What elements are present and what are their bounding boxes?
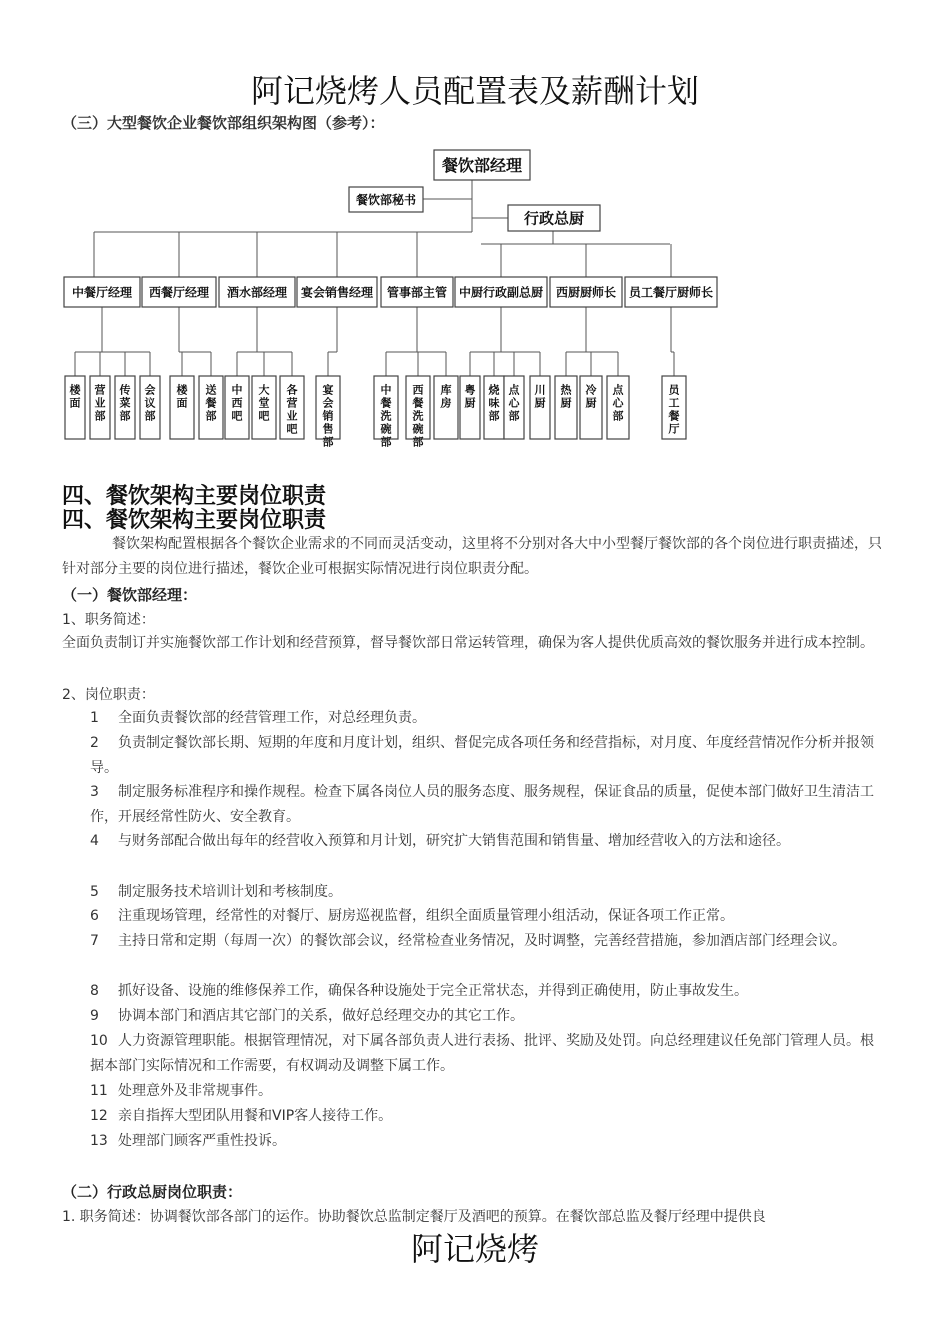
svg-text:部: 部 xyxy=(488,409,500,423)
duty-text: 负责制定餐饮部长期、短期的年度和月度计划，组织、督促完成各项任务和经营指标，对月度、年度经营情况作分析并报领导。 xyxy=(90,735,874,776)
org-leaf-box xyxy=(90,376,110,439)
svg-text:吧: 吧 xyxy=(286,422,298,436)
org-leaf-box xyxy=(252,376,276,439)
org-leaf-box xyxy=(140,376,160,439)
svg-text:心: 心 xyxy=(508,396,520,410)
duty-number: 1 xyxy=(90,710,99,726)
org-kitchen-box xyxy=(625,277,717,307)
org-leaf-box xyxy=(460,376,480,439)
svg-text:餐饮部经理: 餐饮部经理 xyxy=(441,155,523,175)
svg-text:吧: 吧 xyxy=(258,409,270,423)
svg-text:洗: 洗 xyxy=(380,409,392,423)
svg-text:楼: 楼 xyxy=(176,383,188,397)
svg-text:宴: 宴 xyxy=(322,383,334,397)
svg-text:营: 营 xyxy=(94,383,106,397)
org-manager-box xyxy=(297,277,377,307)
svg-text:会: 会 xyxy=(322,396,334,410)
duty-text: 处理部门顾客严重性投诉。 xyxy=(118,1133,286,1149)
org-leaf-box xyxy=(580,376,602,439)
svg-text:川: 川 xyxy=(534,383,546,397)
org-leaf-box xyxy=(280,376,304,439)
footer-title: 阿记烧烤 xyxy=(410,1230,539,1268)
svg-text:菜: 菜 xyxy=(119,396,131,410)
svg-text:中: 中 xyxy=(231,383,243,397)
duty-text: 协调本部门和酒店其它部门的关系，做好总经理交办的其它工作。 xyxy=(118,1008,524,1024)
svg-text:烧: 烧 xyxy=(488,383,500,397)
duty-item xyxy=(90,1029,884,1079)
svg-text:楼: 楼 xyxy=(69,383,81,397)
duty-number: 2 xyxy=(90,735,99,751)
duty-item xyxy=(90,1004,884,1029)
duty-item xyxy=(90,1129,884,1154)
svg-text:房: 房 xyxy=(440,396,452,410)
org-leaf-box xyxy=(484,376,504,439)
svg-text:销: 销 xyxy=(322,409,334,423)
svg-text:库: 库 xyxy=(440,383,452,397)
svg-text:碗: 碗 xyxy=(380,422,392,436)
duty-text: 与财务部配合做出每年的经营收入预算和月计划，研究扩大销售范围和销售量、增加经营收入的方法和途径。 xyxy=(118,833,790,849)
duty-text: 处理意外及非常规事件。 xyxy=(118,1083,272,1099)
svg-text:中餐厅经理: 中餐厅经理 xyxy=(71,285,133,300)
svg-text:员: 员 xyxy=(668,383,680,397)
svg-text:厨: 厨 xyxy=(534,396,546,410)
svg-text:管事部主管: 管事部主管 xyxy=(386,285,448,300)
svg-text:西: 西 xyxy=(412,383,424,397)
svg-text:会: 会 xyxy=(144,383,156,397)
org-leaf-box xyxy=(316,376,340,448)
duty-text: 抓好设备、设施的维修保养工作，确保各种设施处于完全正常状态，并得到正确使用，防止事故发生。 xyxy=(118,983,748,999)
org-leaf-box xyxy=(662,376,686,439)
svg-text:厨: 厨 xyxy=(464,396,476,410)
duty-number: 3 xyxy=(90,784,99,800)
duty-text: 制定服务标准程序和操作规程。检查下属各岗位人员的服务态度、服务规程，保证食品的质量，促使本部门做好卫生清洁工作，开展经常性防火、安全教育。 xyxy=(90,784,874,825)
svg-text:堂: 堂 xyxy=(258,396,270,410)
duty-number: 11 xyxy=(90,1083,108,1099)
svg-text:行政总厨: 行政总厨 xyxy=(523,209,585,228)
duty-number: 12 xyxy=(90,1108,108,1124)
duty-number: 4 xyxy=(90,833,99,849)
svg-text:面: 面 xyxy=(69,396,81,410)
svg-text:酒水部经理: 酒水部经理 xyxy=(226,285,288,300)
org-chart xyxy=(0,140,950,450)
org-leaf-box xyxy=(555,376,577,439)
svg-text:售: 售 xyxy=(322,422,334,436)
org-leaf-box xyxy=(65,376,85,439)
svg-text:厨: 厨 xyxy=(585,396,597,410)
duty-item xyxy=(90,880,884,905)
document-title: 阿记烧烤人员配置表及薪酬计划 xyxy=(250,72,699,110)
svg-text:部: 部 xyxy=(205,409,217,423)
org-secretary-box xyxy=(349,187,423,212)
svg-text:营: 营 xyxy=(286,396,298,410)
svg-text:西厨厨师长: 西厨厨师长 xyxy=(555,285,617,300)
section-heading: 四、餐饮架构主要岗位职责 xyxy=(62,483,327,509)
svg-text:业: 业 xyxy=(94,396,106,410)
org-manager-box xyxy=(381,277,453,307)
svg-text:餐: 餐 xyxy=(668,409,680,423)
summary-text: 全面负责制订并实施餐饮部工作计划和经营预算，督导餐饮部日常运转管理，确保为客人提供优质高效的餐饮服务并进行成本控制。 xyxy=(62,635,874,651)
svg-text:中厨行政副总厨: 中厨行政副总厨 xyxy=(458,285,544,300)
org-leaf-box xyxy=(607,376,629,439)
org-leaf-box xyxy=(374,376,398,448)
svg-text:面: 面 xyxy=(176,396,188,410)
org-kitchen-box xyxy=(550,277,622,307)
org-leaf-box xyxy=(504,376,524,439)
svg-text:部: 部 xyxy=(144,409,156,423)
svg-text:工: 工 xyxy=(668,396,680,410)
duty-item xyxy=(90,979,884,1004)
svg-text:部: 部 xyxy=(412,435,424,449)
duties-label: 2、岗位职责： xyxy=(62,687,155,703)
svg-text:各: 各 xyxy=(286,383,298,397)
duty-item xyxy=(90,904,884,929)
svg-text:传: 传 xyxy=(119,383,131,397)
duty-text: 主持日常和定期（每周一次）的餐饮部会议，经常检查业务情况，及时调整，完善经营措施，参加酒店部门经理会议。 xyxy=(118,933,846,949)
svg-text:餐饮部秘书: 餐饮部秘书 xyxy=(355,192,417,207)
svg-text:热: 热 xyxy=(560,383,572,397)
org-chef-box xyxy=(508,205,600,231)
section-heading-duplicate: 四、餐饮架构主要岗位职责 xyxy=(62,507,327,533)
chef-subheading: （二）行政总厨岗位职责： xyxy=(62,1183,243,1201)
duty-text: 制定服务技术培训计划和考核制度。 xyxy=(118,884,342,900)
duty-text: 人力资源管理职能。根据管理情况，对下属各部负责人进行表扬、批评、奖励及处罚。向总经理建议任免部门管理人员。根据本部门实际情况和工作需要，有权调动及调整下属工作。 xyxy=(90,1033,874,1074)
svg-text:厨: 厨 xyxy=(560,396,572,410)
svg-text:味: 味 xyxy=(488,396,500,410)
duty-number: 10 xyxy=(90,1033,108,1049)
svg-text:点: 点 xyxy=(612,383,624,397)
org-manager-box xyxy=(142,277,216,307)
duty-text: 注重现场管理，经常性的对餐厅、厨房巡视监督，组织全面质量管理小组活动，保证各项工作正常。 xyxy=(118,908,734,924)
svg-text:冷: 冷 xyxy=(585,383,597,397)
duty-item xyxy=(90,706,884,731)
svg-text:中: 中 xyxy=(380,383,392,397)
summary-label: 1、职务简述： xyxy=(62,612,155,628)
svg-text:宴会销售经理: 宴会销售经理 xyxy=(300,285,374,300)
org-kitchen-box xyxy=(455,277,547,307)
org-leaf-box xyxy=(406,376,430,448)
duty-text: 全面负责餐饮部的经营管理工作，对总经理负责。 xyxy=(118,710,426,726)
org-leaf-box xyxy=(434,376,458,439)
svg-text:西: 西 xyxy=(231,396,243,410)
svg-text:碗: 碗 xyxy=(412,422,424,436)
svg-text:厅: 厅 xyxy=(668,422,680,436)
duty-item xyxy=(90,929,884,954)
duty-number: 8 xyxy=(90,983,99,999)
org-chart-heading: （三）大型餐饮企业餐饮部组织架构图（参考）： xyxy=(62,114,385,132)
duty-item xyxy=(90,731,884,781)
svg-text:业: 业 xyxy=(286,409,298,423)
svg-text:洗: 洗 xyxy=(412,409,424,423)
duty-number: 13 xyxy=(90,1133,108,1149)
svg-text:点: 点 xyxy=(508,383,520,397)
intro-paragraph: 餐饮架构配置根据各个餐饮企业需求的不同而灵活变动，这里将不分别对各大中小型餐厅餐饮部的各个岗位进行职责描述，只针对部分主要的岗位进行描述，餐饮企业可根据实际情况进行岗位职责分配。 xyxy=(62,536,882,577)
svg-text:餐: 餐 xyxy=(380,396,392,410)
svg-text:餐: 餐 xyxy=(412,396,424,410)
org-leaf-box xyxy=(530,376,550,439)
org-leaf-box xyxy=(170,376,194,439)
svg-text:吧: 吧 xyxy=(231,409,243,423)
chef-summary-line: 1. 职务简述：协调餐饮部各部门的运作。协助餐饮总监制定餐厅及酒吧的预算。在餐饮部总监及餐厅经理中提供良 xyxy=(62,1209,766,1225)
duty-item xyxy=(90,780,884,830)
org-manager-box xyxy=(219,277,295,307)
duty-text: 亲自指挥大型团队用餐和VIP客人接待工作。 xyxy=(118,1108,393,1124)
duty-number: 6 xyxy=(90,908,99,924)
duty-item xyxy=(90,829,884,854)
org-leaf-box xyxy=(115,376,135,439)
svg-text:部: 部 xyxy=(380,435,392,449)
svg-text:部: 部 xyxy=(322,435,334,449)
svg-text:部: 部 xyxy=(612,409,624,423)
org-root-box xyxy=(434,150,530,180)
svg-text:议: 议 xyxy=(144,396,156,410)
duty-number: 5 xyxy=(90,884,99,900)
org-leaf-box xyxy=(225,376,249,439)
svg-text:员工餐厅厨师长: 员工餐厅厨师长 xyxy=(628,285,714,300)
svg-text:部: 部 xyxy=(94,409,106,423)
org-leaf-box xyxy=(199,376,223,439)
svg-text:粤: 粤 xyxy=(464,383,476,397)
svg-text:餐: 餐 xyxy=(205,396,217,410)
manager-subheading: （一）餐饮部经理： xyxy=(62,586,198,604)
svg-text:送: 送 xyxy=(205,383,217,397)
duty-item xyxy=(90,1079,884,1104)
svg-text:心: 心 xyxy=(612,396,624,410)
org-manager-box xyxy=(64,277,140,307)
svg-text:部: 部 xyxy=(508,409,520,423)
svg-text:部: 部 xyxy=(119,409,131,423)
duty-item xyxy=(90,1104,884,1129)
duty-number: 9 xyxy=(90,1008,99,1024)
svg-text:西餐厅经理: 西餐厅经理 xyxy=(148,285,210,300)
svg-text:大: 大 xyxy=(258,383,270,397)
duty-number: 7 xyxy=(90,933,99,949)
